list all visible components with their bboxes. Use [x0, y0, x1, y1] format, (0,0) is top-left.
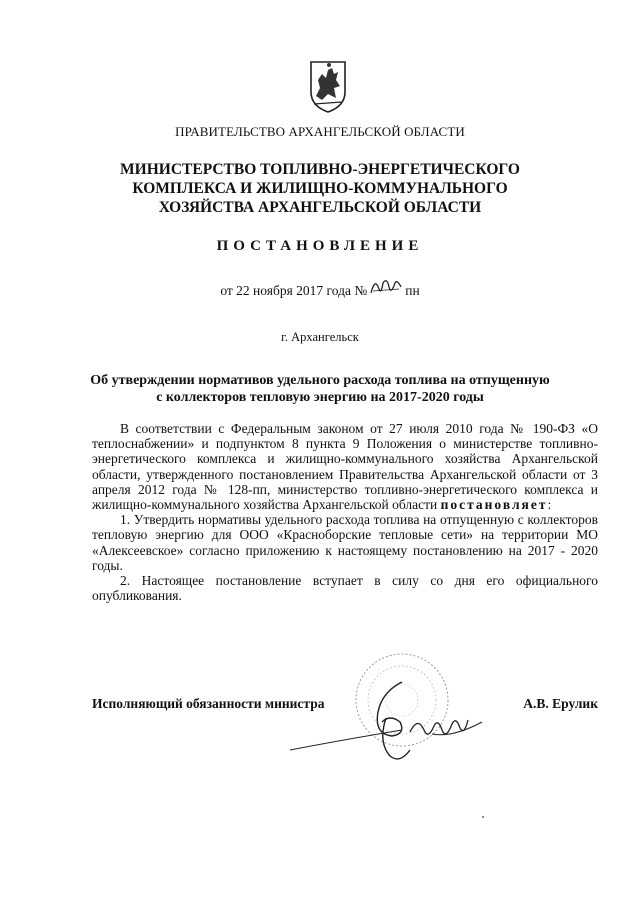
signatory-name: А.В. Ерулик: [523, 696, 598, 711]
document-date: от 22 ноября 2017 года №: [220, 283, 368, 298]
city-name: г. Архангельск: [281, 330, 359, 344]
document-number-suffix: пн: [405, 283, 420, 298]
coat-of-arms-emblem: [308, 58, 348, 114]
ministry-line-3: ХОЗЯЙСТВА АРХАНГЕЛЬСКОЙ ОБЛАСТИ: [158, 199, 482, 216]
page-mark: [482, 816, 484, 818]
document-body: [92, 421, 598, 603]
subject-line-2: с коллекторов тепловую энергию на 2017-2020 годы: [156, 390, 484, 405]
ministry-line-2: КОМПЛЕКСА И ЖИЛИЩНО-КОММУНАЛЬНОГО: [132, 180, 508, 197]
preamble-paragraph: [92, 421, 598, 512]
clause-1: 1. Утвердить нормативы удельного расхода топлива на отпущенную с коллекторов тепловую энергию для ООО «Красноборские тепловые сети» на территории МО «Алексеевское» согласно приложению к настоящему постановлению на 2017 - 2020 годы.: [92, 512, 598, 573]
handwritten-document-number: [367, 283, 405, 299]
signatory-title: Исполняющий обязанности министра: [92, 696, 325, 711]
subject-line-1: Об утверждении нормативов удельного расхода топлива на отпущенную: [90, 373, 550, 388]
government-name: ПРАВИТЕЛЬСТВО АРХАНГЕЛЬСКОЙ ОБЛАСТИ: [175, 124, 465, 139]
document-type-title: ПОСТАНОВЛЕНИЕ: [216, 238, 424, 254]
resolution-keyword: постановляет: [440, 497, 548, 513]
document-subject: [0, 372, 640, 406]
handwritten-signature: [282, 672, 502, 772]
document-date-line: [0, 283, 640, 299]
ministry-line-1: МИНИСТЕРСТВО ТОПЛИВНО-ЭНЕРГЕТИЧЕСКОГО: [120, 161, 520, 178]
preamble-colon: :: [547, 497, 552, 513]
preamble-text: В соответствии с Федеральным законом от 27 июля 2010 года № 190-ФЗ «О теплоснабжении» и подпунктом 8 пункта 9 Положения о министерстве топливно-энергетического комплекса и жилищно-коммунального хозяйства Архангельской области, утвержденного постановлением Правительства Архангельской области от 3 апреля 2012 года № 128-пп, министерство топливно-энергетического комплекса и жилищно-коммунального хозяйства Архангельской области: [92, 421, 598, 513]
ministry-name: [0, 160, 640, 217]
clause-2: 2. Настоящее постановление вступает в силу со дня его официального опубликования.: [92, 573, 598, 604]
